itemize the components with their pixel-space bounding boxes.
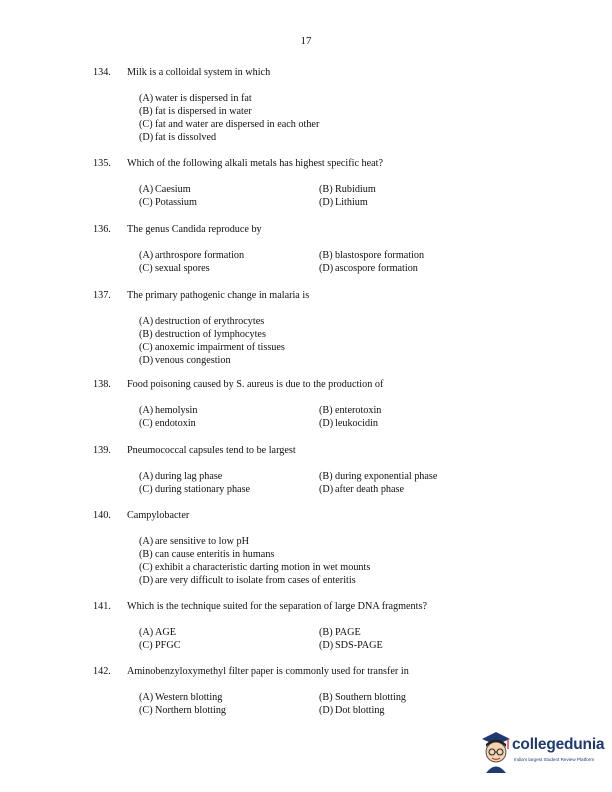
option-text: sexual spores (155, 263, 210, 274)
option-letter: (D) (319, 197, 334, 208)
option-text: anoxemic impairment of tissues (155, 342, 285, 353)
option-item (319, 639, 383, 652)
option-item (319, 196, 368, 209)
question-header (93, 665, 533, 678)
option-text: after death phase (335, 484, 405, 495)
option-letter: (D) (319, 640, 334, 651)
question-header (93, 157, 533, 170)
question-141 (93, 600, 533, 651)
option-text: destruction of erythrocytes (155, 316, 265, 327)
option-letter: (D) (139, 355, 154, 366)
option-text: destruction of lymphocytes (155, 329, 266, 340)
question-header (93, 600, 533, 613)
option-text: during stationary phase (155, 484, 251, 495)
question-stem: Food poisoning caused by S. aureus is due to the production of (127, 379, 384, 390)
option-letter: (A) (139, 250, 154, 261)
option-letter: (C) (139, 640, 153, 651)
option-letter: (B) (319, 471, 333, 482)
option-text: fat is dissolved (155, 132, 217, 143)
option-letter: (C) (139, 705, 153, 716)
option-item (139, 118, 319, 131)
option-item (319, 704, 385, 717)
option-text: can cause enteritis in humans (155, 549, 275, 560)
question-stem: Which of the following alkali metals has highest specific heat? (127, 158, 384, 169)
option-text: PAGE (335, 627, 361, 638)
question-header (93, 223, 533, 236)
option-item (139, 315, 264, 328)
option-text: Rubidium (335, 184, 376, 195)
question-number: 136. (93, 224, 111, 235)
option-item (139, 483, 250, 496)
question-number: 134. (93, 67, 111, 78)
option-item (139, 574, 356, 587)
question-header (93, 444, 533, 457)
question-stem: The genus Candida reproduce by (127, 224, 262, 235)
option-item (139, 262, 210, 275)
option-text: endotoxin (155, 418, 196, 429)
option-letter: (C) (139, 562, 153, 573)
option-text: Caesium (155, 184, 191, 195)
option-text: leukocidin (335, 418, 379, 429)
collegedunia-logo (478, 729, 608, 781)
option-text: are very difficult to isolate from cases of enteritis (155, 575, 356, 586)
option-text: fat is dispersed in water (155, 106, 252, 117)
option-letter: (C) (139, 484, 153, 495)
logo-brand: collegedunia (512, 736, 605, 753)
question-number: 141. (93, 601, 111, 612)
option-item (139, 535, 249, 548)
question-stem: Which is the technique suited for the separation of large DNA fragments? (127, 601, 427, 612)
option-item (139, 404, 197, 417)
option-letter: (A) (139, 692, 154, 703)
option-text: are sensitive to low pH (155, 536, 249, 547)
question-stem: Campylobacter (127, 510, 190, 521)
mascot-icon (478, 729, 512, 775)
option-letter: (B) (319, 627, 333, 638)
option-letter: (D) (139, 132, 154, 143)
option-letter: (B) (139, 549, 153, 560)
option-letter: (B) (319, 250, 333, 261)
option-text: exhibit a characteristic darting motion in wet mounts (155, 562, 371, 573)
option-item (139, 417, 196, 430)
question-stem: Milk is a colloidal system in which (127, 67, 271, 78)
question-number: 140. (93, 510, 111, 521)
option-item (139, 354, 231, 367)
option-letter: (C) (139, 418, 153, 429)
option-text: enterotoxin (335, 405, 382, 416)
option-text: during lag phase (155, 471, 223, 482)
option-text: AGE (155, 627, 176, 638)
option-text: Southern blotting (335, 692, 407, 703)
option-item (319, 249, 424, 262)
option-letter: (A) (139, 184, 154, 195)
option-text: Western blotting (155, 692, 223, 703)
option-text: fat and water are dispersed in each other (155, 119, 320, 130)
option-item (319, 262, 418, 275)
question-number: 137. (93, 290, 111, 301)
option-letter: (B) (139, 106, 153, 117)
option-letter: (C) (139, 197, 153, 208)
option-item (139, 105, 252, 118)
option-letter: (A) (139, 536, 154, 547)
option-letter: (A) (139, 471, 154, 482)
question-header (93, 378, 533, 391)
question-stem: Aminobenzyloxymethyl filter paper is commonly used for transfer in (127, 666, 409, 677)
option-item (139, 183, 191, 196)
question-134 (93, 66, 533, 143)
option-text: SDS-PAGE (335, 640, 383, 651)
option-letter: (B) (139, 329, 153, 340)
question-135 (93, 157, 533, 208)
question-140 (93, 509, 533, 586)
option-item (139, 131, 216, 144)
question-136 (93, 223, 533, 274)
question-139 (93, 444, 533, 495)
question-header (93, 66, 533, 79)
option-text: Potassium (155, 197, 197, 208)
page-number: 17 (300, 35, 312, 47)
option-item (139, 639, 180, 652)
option-letter: (D) (319, 418, 334, 429)
option-letter: (D) (139, 575, 154, 586)
option-letter: (A) (139, 405, 154, 416)
question-number: 139. (93, 445, 111, 456)
option-letter: (C) (139, 263, 153, 274)
option-item (139, 561, 370, 574)
option-letter: (D) (319, 484, 334, 495)
question-header (93, 289, 533, 302)
option-letter: (A) (139, 316, 154, 327)
option-item (319, 483, 404, 496)
option-item (139, 470, 222, 483)
question-stem: The primary pathogenic change in malaria is (127, 290, 310, 301)
question-stem: Pneumococcal capsules tend to be largest (127, 445, 296, 456)
option-text: arthrospore formation (155, 250, 245, 261)
option-item (319, 417, 378, 430)
option-letter: (B) (319, 184, 333, 195)
option-text: PFGC (155, 640, 181, 651)
option-text: venous congestion (155, 355, 231, 366)
option-text: water is dispersed in fat (155, 93, 252, 104)
option-item (319, 183, 376, 196)
logo-tagline: India's largest Student Review Platform (514, 757, 595, 762)
option-item (319, 626, 361, 639)
question-138 (93, 378, 533, 429)
option-letter: (C) (139, 342, 153, 353)
option-text: Lithium (335, 197, 368, 208)
option-item (139, 249, 244, 262)
option-item (139, 328, 266, 341)
option-item (139, 704, 226, 717)
option-letter: (D) (319, 263, 334, 274)
option-item (139, 626, 176, 639)
option-text: Dot blotting (335, 705, 385, 716)
option-item (139, 548, 274, 561)
question-number: 138. (93, 379, 111, 390)
option-letter: (B) (319, 405, 333, 416)
option-item (319, 691, 406, 704)
option-item (139, 92, 252, 105)
option-item (139, 691, 222, 704)
option-item (319, 470, 437, 483)
option-text: Northern blotting (155, 705, 227, 716)
option-item (139, 341, 285, 354)
option-letter: (B) (319, 692, 333, 703)
option-text: hemolysin (155, 405, 198, 416)
question-number: 135. (93, 158, 111, 169)
question-number: 142. (93, 666, 111, 677)
option-text: blastospore formation (335, 250, 425, 261)
option-letter: (A) (139, 627, 154, 638)
question-header (93, 509, 533, 522)
question-142 (93, 665, 533, 716)
question-137 (93, 289, 533, 366)
option-letter: (A) (139, 93, 154, 104)
option-item (139, 196, 197, 209)
option-text: during exponential phase (335, 471, 438, 482)
option-item (319, 404, 381, 417)
option-letter: (D) (319, 705, 334, 716)
option-text: ascospore formation (335, 263, 418, 274)
option-letter: (C) (139, 119, 153, 130)
